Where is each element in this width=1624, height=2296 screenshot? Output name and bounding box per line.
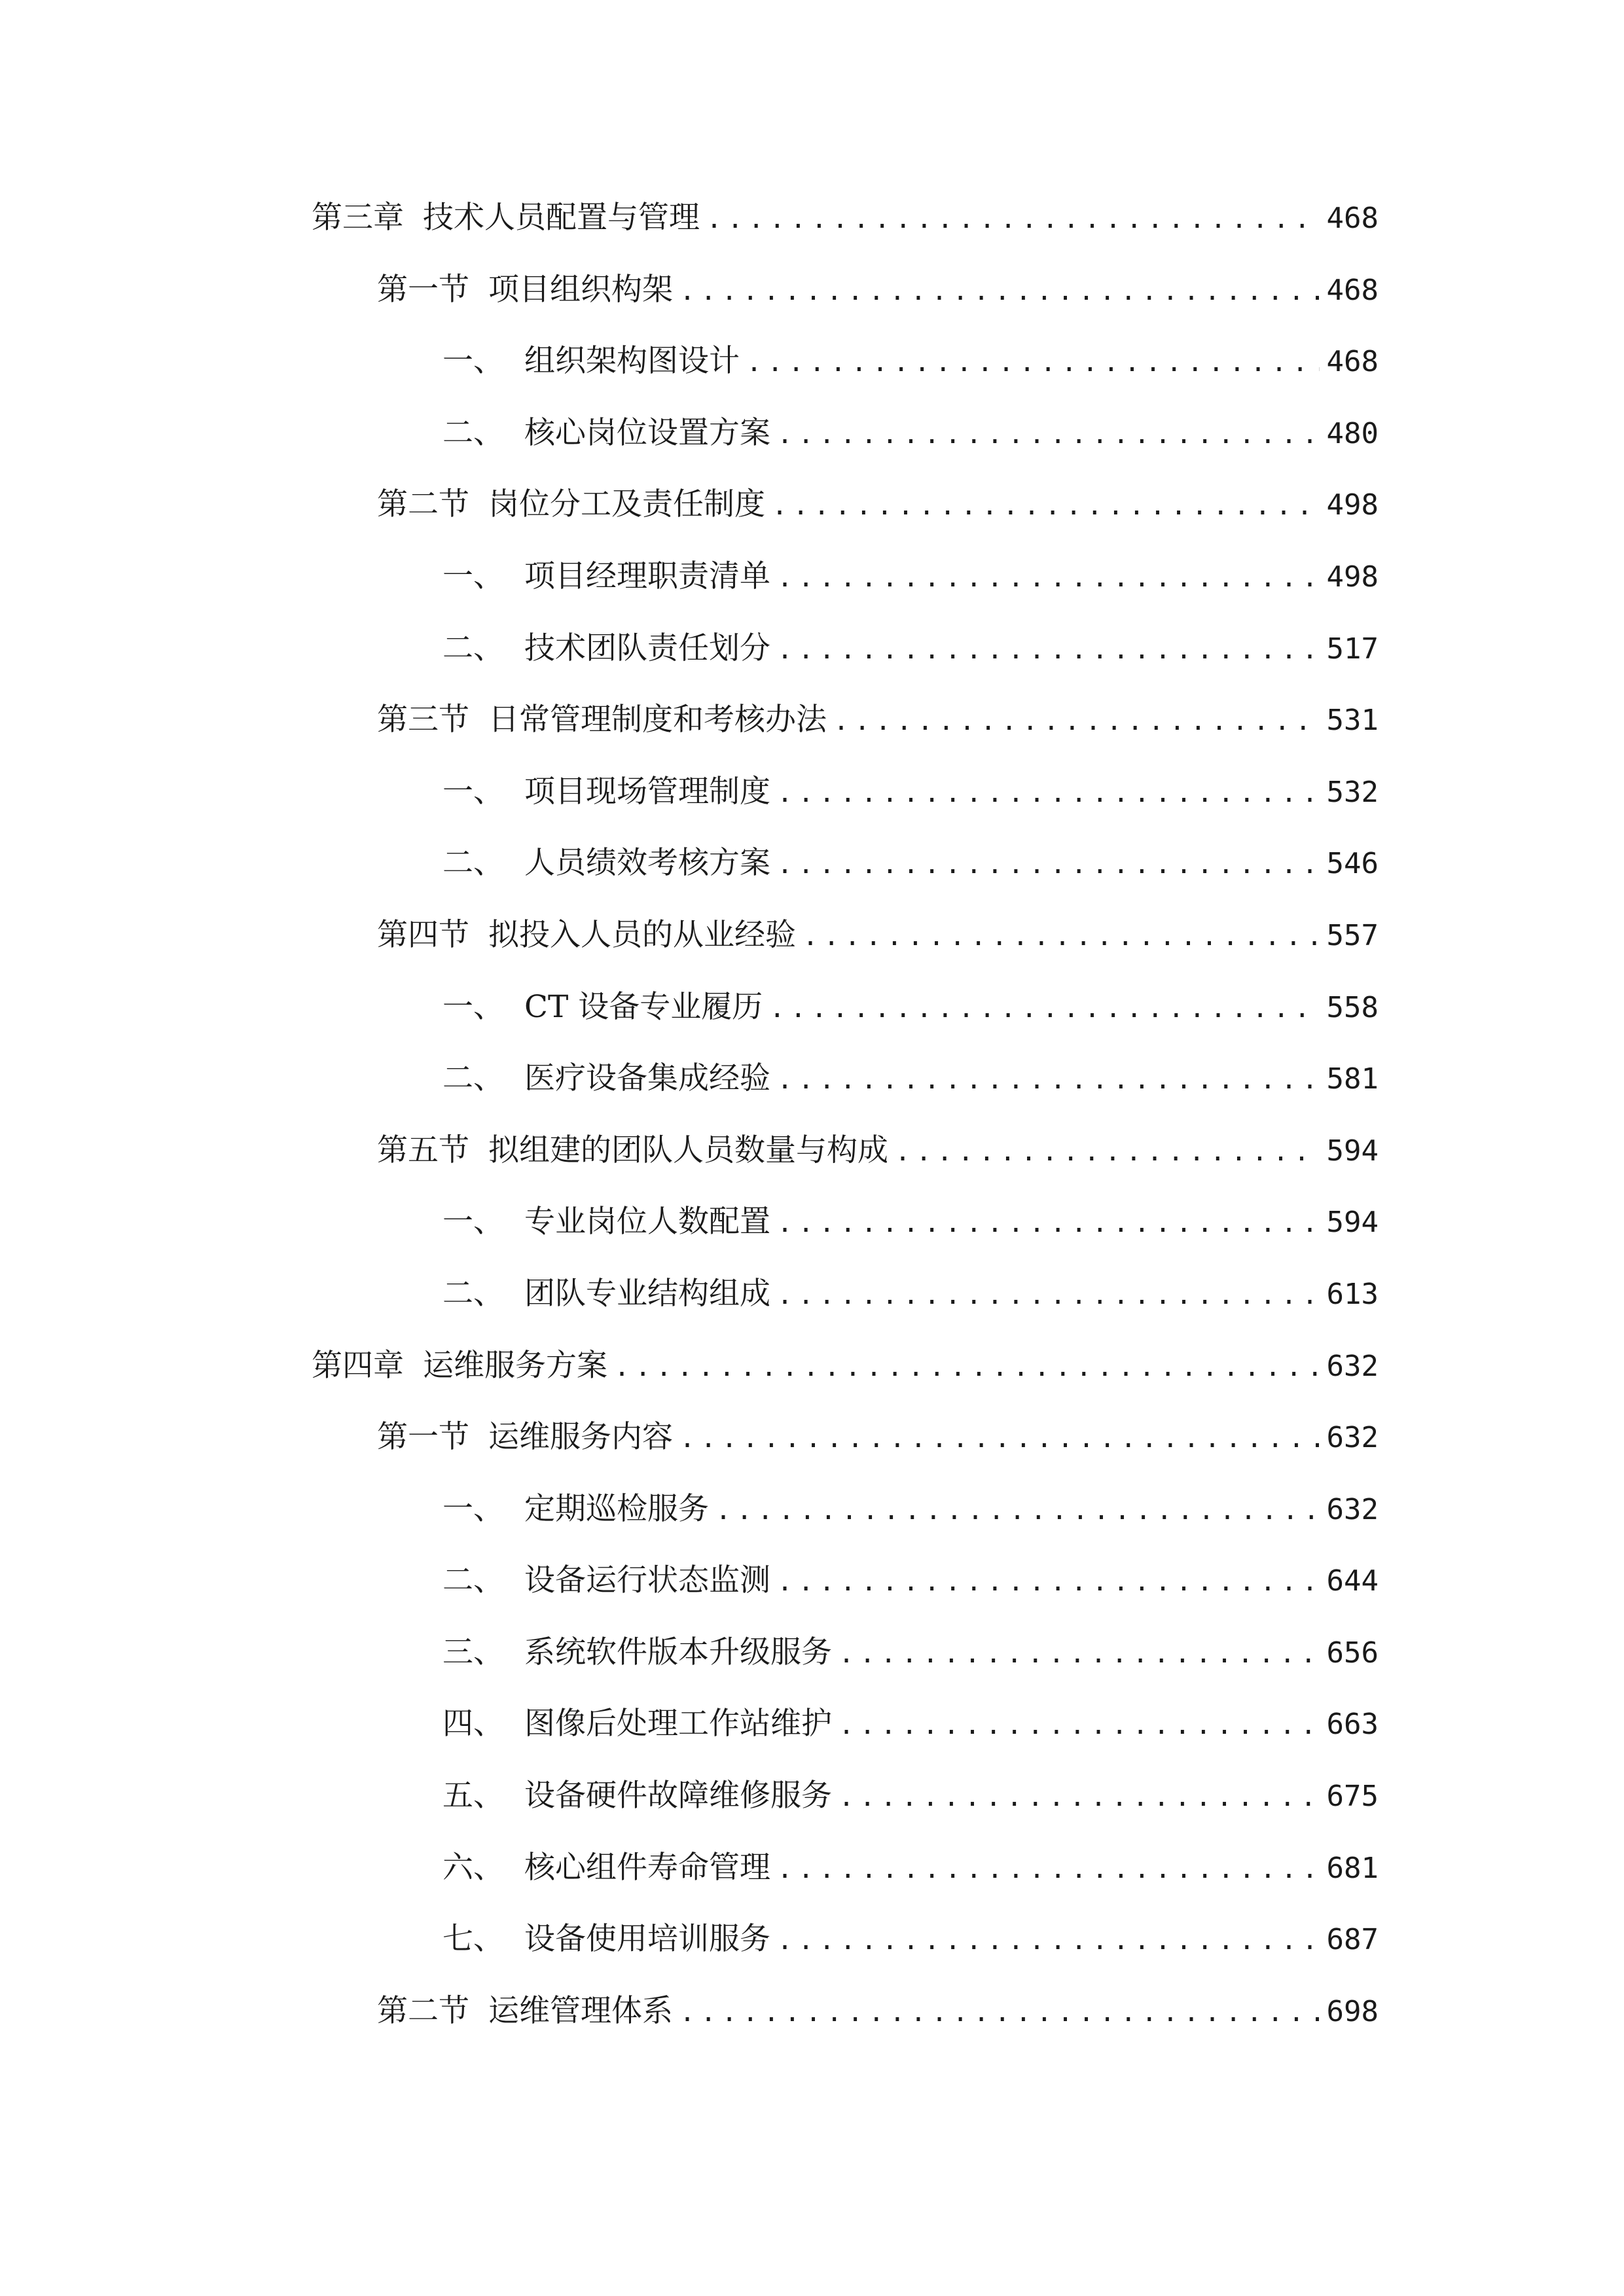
toc-entry[interactable] (312, 1916, 1379, 1988)
toc-entry-page-number: 594 (1326, 1206, 1379, 1240)
dot-leader (769, 986, 1320, 1031)
toc-entry-page-number: 468 (1326, 202, 1379, 235)
toc-entry-page-number: 581 (1326, 1062, 1379, 1096)
toc-entry[interactable] (312, 1486, 1379, 1558)
toc-entry[interactable] (312, 626, 1379, 698)
dot-leader (715, 1488, 1320, 1534)
toc-entry-number: 二、 (442, 845, 504, 882)
toc-entry-number: 三、 (442, 1634, 504, 1670)
toc-entry-page-number: 517 (1326, 632, 1379, 666)
dot-leader (614, 1344, 1320, 1390)
dot-leader (777, 1846, 1320, 1892)
toc-entry[interactable] (312, 1845, 1379, 1917)
toc-entry[interactable] (312, 338, 1379, 410)
toc-entry-number: 第一节 (377, 1419, 469, 1456)
toc-entry-page-number: 546 (1326, 847, 1379, 881)
toc-entry-number: 二、 (442, 1275, 504, 1312)
toc-entry-title: 项目经理职责清单 (524, 558, 770, 594)
toc-entry-title: 图像后处理工作站维护 (524, 1706, 832, 1742)
toc-entry-page-number: 632 (1326, 1349, 1379, 1383)
toc-entry-title: 拟投入人员的从业经验 (488, 916, 796, 953)
toc-entry-title: 技术人员配置与管理 (423, 200, 700, 236)
toc-entry-title: 日常管理制度和考核办法 (488, 702, 827, 738)
toc-entry-title: 人员绩效考核方案 (524, 845, 770, 882)
toc-entry-page-number: 613 (1326, 1277, 1379, 1311)
dot-leader (839, 1702, 1320, 1748)
dot-leader (679, 1990, 1320, 2036)
toc-entry[interactable] (312, 1773, 1379, 1845)
toc-entry-title: 核心岗位设置方案 (524, 414, 770, 451)
toc-entry-title: 系统软件版本升级服务 (524, 1634, 832, 1670)
toc-entry-number: 第一节 (377, 271, 469, 308)
toc-entry-title: 运维服务方案 (423, 1347, 607, 1384)
toc-entry-title: 岗位分工及责任制度 (488, 486, 765, 523)
toc-entry-page-number: 656 (1326, 1636, 1379, 1670)
dot-leader (777, 770, 1320, 816)
toc-entry-page-number: 594 (1326, 1134, 1379, 1168)
dot-leader (777, 1918, 1320, 1964)
dot-leader (777, 1057, 1320, 1103)
dot-leader (706, 196, 1320, 242)
toc-entry-number: 一、 (442, 1204, 504, 1240)
dot-leader (803, 914, 1320, 960)
toc-entry-title: 团队专业结构组成 (524, 1275, 770, 1312)
toc-entry-page-number: 468 (1326, 273, 1379, 307)
toc-entry-number: 第五节 (377, 1132, 469, 1168)
toc-entry-page-number: 663 (1326, 1708, 1379, 1742)
toc-entry[interactable] (312, 1558, 1379, 1630)
toc-entry-page-number: 498 (1326, 488, 1379, 522)
toc-entry-title: 拟组建的团队人员数量与构成 (488, 1132, 888, 1168)
toc-entry[interactable] (312, 1701, 1379, 1773)
toc-entry-title: 设备运行状态监测 (524, 1562, 770, 1599)
toc-entry-title: 组织架构图设计 (524, 343, 740, 380)
toc-entry-number: 五、 (442, 1778, 504, 1814)
toc-entry-number: 第三章 (312, 200, 404, 236)
toc-entry-number: 第三节 (377, 702, 469, 738)
toc-entry-title: 医疗设备集成经验 (524, 1060, 770, 1097)
toc-entry[interactable] (312, 769, 1379, 841)
toc-entry-number: 六、 (442, 1849, 504, 1886)
toc-entry[interactable] (312, 1343, 1379, 1415)
toc-entry[interactable] (312, 1271, 1379, 1343)
toc-entry[interactable] (312, 697, 1379, 769)
toc-entry-number: 二、 (442, 630, 504, 666)
dot-leader (839, 1631, 1320, 1677)
toc-entry-number: 一、 (442, 343, 504, 380)
toc-entry-page-number: 698 (1326, 1994, 1379, 2028)
toc-entry[interactable] (312, 554, 1379, 626)
toc-entry-title: 定期巡检服务 (524, 1490, 709, 1527)
toc-entry-number: 二、 (442, 414, 504, 451)
toc-entry-page-number: 687 (1326, 1923, 1379, 1957)
toc-entry-number: 第二节 (377, 1992, 469, 2029)
toc-entry[interactable] (312, 840, 1379, 912)
toc-entry-number: 二、 (442, 1060, 504, 1097)
toc-entry-number: 七、 (442, 1921, 504, 1958)
toc-entry-page-number: 468 (1326, 345, 1379, 379)
dot-leader (839, 1774, 1320, 1820)
toc-entry-title: 核心组件寿命管理 (524, 1849, 770, 1886)
toc-entry-title: 项目现场管理制度 (524, 773, 770, 810)
toc-entry[interactable] (312, 984, 1379, 1056)
toc-entry-page-number: 498 (1326, 560, 1379, 594)
toc-entry-title: 技术团队责任划分 (524, 630, 770, 666)
toc-entry[interactable] (312, 267, 1379, 339)
toc-entry-page-number: 480 (1326, 416, 1379, 450)
toc-entry-number: 第四节 (377, 916, 469, 953)
toc-entry-title: CT 设备专业履历 (524, 988, 763, 1025)
toc-entry[interactable] (312, 195, 1379, 267)
toc-entry[interactable] (312, 1414, 1379, 1486)
toc-entry-number: 一、 (442, 1490, 504, 1527)
toc-entry-page-number: 681 (1326, 1851, 1379, 1885)
toc-entry[interactable] (312, 410, 1379, 482)
dot-leader (679, 268, 1320, 314)
toc-entry-number: 第二节 (377, 486, 469, 523)
toc-entry[interactable] (312, 1630, 1379, 1702)
toc-entry[interactable] (312, 482, 1379, 554)
dot-leader (777, 1200, 1320, 1246)
toc-entry-number: 四、 (442, 1706, 504, 1742)
toc-entry-title: 专业岗位人数配置 (524, 1204, 770, 1240)
toc-entry-title: 项目组织构架 (488, 271, 673, 308)
toc-entry-page-number: 632 (1326, 1492, 1379, 1526)
toc-entry[interactable] (312, 912, 1379, 984)
toc-entry-title: 设备硬件故障维修服务 (524, 1778, 832, 1814)
dot-leader (772, 483, 1320, 529)
toc-entry-page-number: 557 (1326, 918, 1379, 952)
toc-entry-page-number: 644 (1326, 1564, 1379, 1598)
dot-leader (895, 1129, 1320, 1175)
toc-entry-page-number: 532 (1326, 775, 1379, 809)
dot-leader (777, 627, 1320, 673)
toc-entry-number: 一、 (442, 988, 504, 1025)
dot-leader (679, 1416, 1320, 1462)
table-of-contents (312, 195, 1379, 2060)
toc-entry-number: 二、 (442, 1562, 504, 1599)
toc-entry[interactable] (312, 1988, 1379, 2060)
toc-entry-number: 一、 (442, 773, 504, 810)
toc-entry[interactable] (312, 1128, 1379, 1200)
toc-entry-page-number: 531 (1326, 704, 1379, 738)
toc-entry-title: 运维服务内容 (488, 1419, 673, 1456)
toc-entry-page-number: 558 (1326, 990, 1379, 1024)
dot-leader (777, 1559, 1320, 1605)
dot-leader (777, 842, 1320, 888)
toc-entry-title: 运维管理体系 (488, 1992, 673, 2029)
dot-leader (746, 340, 1320, 386)
dot-leader (777, 412, 1320, 457)
dot-leader (777, 1272, 1320, 1318)
toc-entry-number: 一、 (442, 558, 504, 594)
dot-leader (833, 698, 1320, 744)
toc-entry-page-number: 632 (1326, 1421, 1379, 1455)
toc-entry-title: 设备使用培训服务 (524, 1921, 770, 1958)
toc-entry-page-number: 675 (1326, 1780, 1379, 1814)
toc-entry[interactable] (312, 1056, 1379, 1128)
toc-entry-number: 第四章 (312, 1347, 404, 1384)
dot-leader (777, 555, 1320, 601)
toc-entry[interactable] (312, 1199, 1379, 1271)
